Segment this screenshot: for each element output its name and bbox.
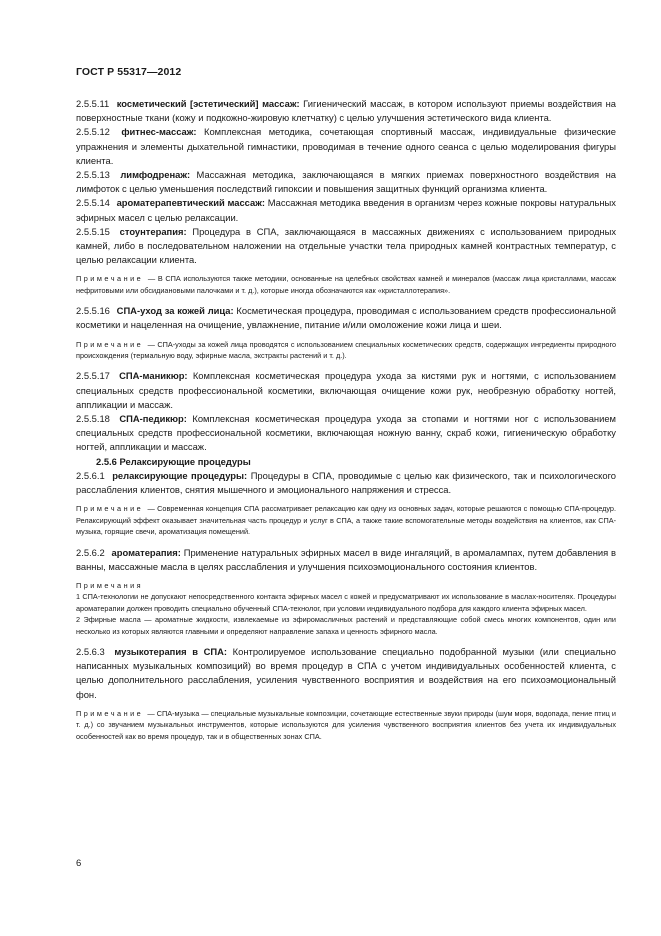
term-entry-2-5-6-3: 2.5.6.3 музыкотерапия в СПА: Контролируемое использование специально подобранной музыки (или специально написанных музыкальных композиций) во время процедур в СПА с учетом индивидуальных особенностей клиента, с целью дополнительного расслабления, усиления чувственного восприятия и воздействия на его психоэмоциональный фон. (76, 645, 616, 700)
note-spa-music: Примечание — СПА-музыка — специальные музыкальные композиции, сочетающие естественные звуки природы (шум моря, водопада, пение птиц и т. д.) со звучанием музыкальных инструментов, которые используются для усиления чувственного восприятия клиентов без учета их индивидуальных особенностей как во время процедур, так и в общественных зонах СПА. (76, 708, 617, 741)
note-relaxation-concept: Примечание — Современная концепция СПА рассматривает релаксацию как одну из основных задач, которые решаются с помощью СПА-процедур. Релаксирующий эффект оказывает значительная часть процедур и услуг в СПА, а также такие вспомогательные методы воздействия на клиентов, как СПА-музыка, горящие свечи, ароматизация помещений. (76, 504, 616, 537)
term-entry-2-5-5-14: 2.5.5.14 ароматерапевтический массаж: Массажная методика введения в организм через кожные покровы натуральных эфирных масел с целью релаксации. (76, 197, 616, 223)
standard-code-header: ГОСТ Р 55317—2012 (76, 66, 182, 78)
section-heading-2-5-6: 2.5.6 Релаксирующие процедуры (96, 455, 251, 467)
term-entry-2-5-5-13: 2.5.5.13 лимфодренаж: Массажная методика, заключающаяся в мягких приемах поверхностного воздействия на лимфоток с целью уменьшения последствий гипоксии и повышения защитных функций организма клиента. (76, 169, 616, 195)
note-item-2: 2 Эфирные масла — ароматные жидкости, извлекаемые из эфиромасличных растений и представляющие собой смесь многих компонентов, один или несколько из которых являются главными и определяют направление запаха и ценность эфирного масла. (76, 615, 616, 636)
page-number: 6 (76, 858, 82, 869)
term-entry-2-5-5-16: 2.5.5.16 СПА-уход за кожей лица: Косметическая процедура, проводимая с использованием средств профессиональной косметики и нацеленная на очищение, увлажнение, питание и/или омоложение кожи лица и шеи. (76, 305, 616, 331)
term-entry-2-5-6-1: 2.5.6.1 релаксирующие процедуры: Процедуры в СПА, проводимые с целью как физического, так и психологического расслабления клиентов, снятия мышечного и эмоционального напряжения и стресса. (76, 469, 617, 496)
term-entry-2-5-5-18: 2.5.5.18 СПА-педикюр: Комплексная косметическая процедура ухода за стопами и ногтями ног с использованием специальных средств профессиональной косметики, включающая ножную ванну, скраб кожи, гигиеническую обработку ногтей, аппликации и массаж. (76, 413, 616, 453)
notes-heading: Примечания (76, 580, 144, 590)
term-entry-2-5-5-15: 2.5.5.15 стоунтерапия: Процедура в СПА, заключающаяся в массажных движениях с использованием природных камней, либо в последовательном наложении на отдельные участки тела природных камней контрастных температур, с целью релаксации клиента. (76, 225, 617, 266)
term-entry-2-5-6-2: 2.5.6.2 ароматерапия: Применение натуральных эфирных масел в виде ингаляций, в аромалампах, путем добавления в ванны, массажные масла в целях расслабления и улучшения психоэмоционального состояния клиентов. (76, 546, 617, 572)
document-body (76, 97, 616, 742)
term-entry-2-5-5-11: 2.5.5.11 косметический [эстетический] массаж: Гигиенический массаж, в котором используют приемы воздействия на поверхностные ткани (кожу и подкожно-жировую клетчатку) с целью улучшения эстетического вида клиента. (76, 98, 616, 124)
note-crystal-therapy: Примечание — В СПА используются также методики, основанные на целебных свойствах камней и минералов (массаж лица кристаллами, массаж нефритовыми или обсидиановыми палочками и т. д.), которые иногда обозначаются как «кристаллотерапия». (76, 274, 616, 295)
note-item-1: 1 СПА-технологии не допускают непосредственного контакта эфирных масел с кожей и предусматривают их использование в маслах-носителях. Процедуры ароматерапии должен проводить специально обученный СПА-технолог, при условии индивидуального подбора для каждого клиента эфирных масел. (76, 592, 616, 613)
note-face-care: Примечание — СПА-уходы за кожей лица проводятся с использованием специальных косметических средств, содержащих ингредиенты природного происхождения (термальную воду, эфирные масла, экстракты растений и т. д.). (76, 339, 616, 361)
term-entry-2-5-5-12: 2.5.5.12 фитнес-массаж: Комплексная методика, сочетающая спортивный массаж, индивидуальные физические упражнения и элементы дыхательной гимнастики, проводимая в течение одного сеанса с целью моделирования фигуры клиента. (76, 126, 616, 166)
term-entry-2-5-5-17: 2.5.5.17 СПА-маникюр: Комплексная косметическая процедура ухода за кистями рук и ногтями, с использованием специальных средств профессиональной косметики, включающая очищение кожи рук, необрезную обработку ногтей, аппликации и массаж. (76, 370, 617, 410)
